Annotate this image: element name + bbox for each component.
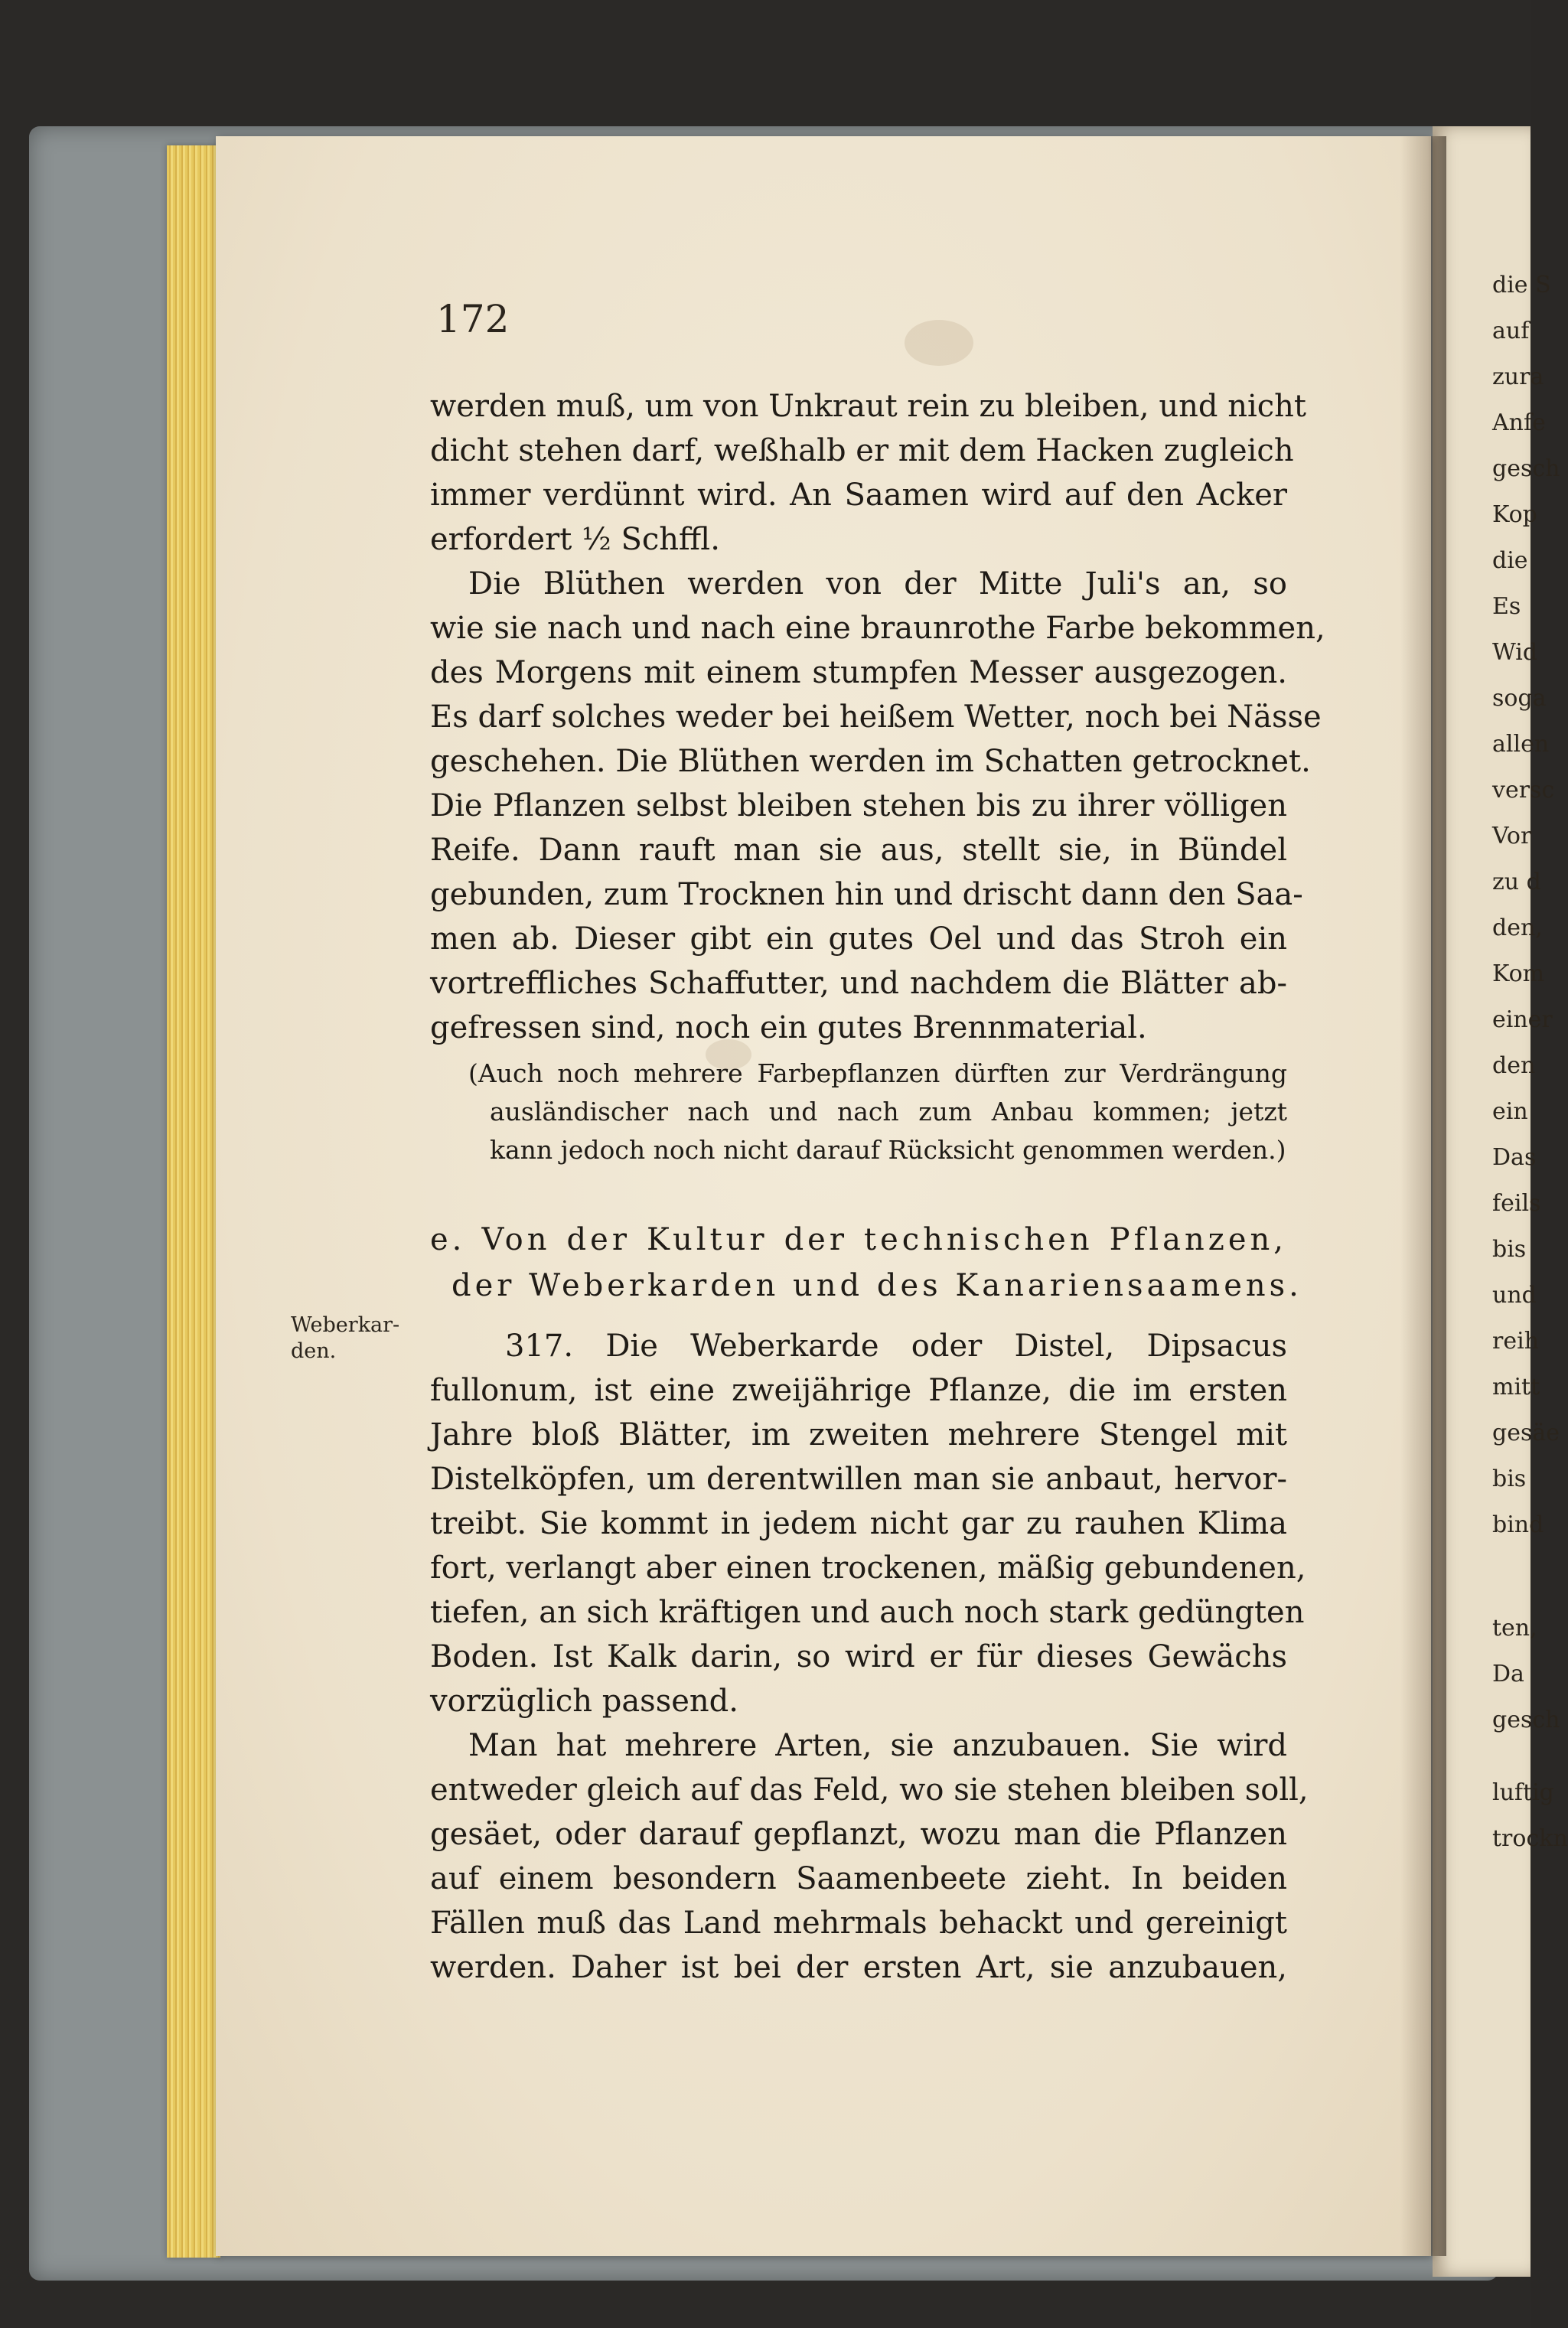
text-line: 317. Die Weberkarde oder Distel, Dipsacus [505,1329,1287,1364]
facing-page-fragment: Anfe [1492,409,1546,436]
facing-page-fragment: luftig [1492,1779,1554,1806]
text-line: Distelköpfen, um derentwillen man sie anbaut, hervor- [430,1462,1287,1497]
facing-page-fragment: Kom [1492,960,1545,987]
facing-page-fragment: reih [1492,1328,1540,1355]
text-line: werden muß, um von Unkraut rein zu bleiben, und nicht [430,389,1306,424]
text-line: erfordert ½ Schffl. [430,522,720,557]
facing-page-fragment: die S [1492,272,1551,298]
facing-page-fragment: die [1492,547,1528,574]
facing-page-fragment: ten, [1492,1615,1537,1642]
text-line: immer verdünnt wird. An Saamen wird auf den Acker [430,478,1287,513]
page-number: 172 [436,297,510,341]
facing-page-fragment: Das [1492,1144,1537,1171]
facing-page-fragment: gesäe [1492,1420,1560,1446]
facing-page-fragment: zura [1492,364,1544,390]
facing-page-fragment: gesch [1492,455,1560,482]
text-line: auf einem besondern Saamenbeete zieht. In beiden [430,1861,1287,1896]
text-line: tiefen, an sich kräftigen und auch noch stark gedüngten [430,1595,1305,1630]
text-line: fort, verlangt aber einen trockenen, mäßig gebundenen, [430,1550,1306,1586]
page-gutter-shadow [1400,136,1446,2256]
facing-page-fragment: bis [1492,1236,1527,1263]
facing-page-fragment: und [1492,1282,1537,1309]
text-line: des Morgens mit einem stumpfen Messer ausgezogen. [430,655,1287,690]
facing-page-fragment: gesch [1492,1707,1560,1733]
text-line: wie sie nach und nach eine braunrothe Farbe bekommen, [430,611,1325,646]
text-line: Die Blüthen werden von der Mitte Juli's an, so [468,566,1287,602]
text-line: geschehen. Die Blüthen werden im Schatten getrocknet. [430,744,1311,779]
facing-page-fragment: versc [1492,777,1555,804]
facing-page-fragment: Kop [1492,501,1537,528]
text-line: Fällen muß das Land mehrmals behackt und gereinigt [430,1906,1287,1941]
note-line: ausländischer nach und nach zum Anbau kommen; jetzt [490,1097,1287,1127]
text-line: Reife. Dann rauft man sie aus, stellt sie, in Bündel [430,833,1287,868]
facing-page-fragment: Vor [1492,823,1532,849]
text-line: werden. Daher ist bei der ersten Art, sie anzubauen, [430,1950,1287,1985]
facing-page-fragment: einer [1492,1006,1553,1033]
facing-page-fragment: Es [1492,593,1521,620]
facing-page-fragment: den [1492,1052,1536,1079]
facing-page-fragment: ein [1492,1098,1528,1125]
text-line: treibt. Sie kommt in jedem nicht gar zu rauhen Klima [430,1506,1287,1541]
text-line: vorzüglich passend. [430,1684,738,1719]
facing-page-edge [1433,126,1568,2277]
text-line: gesäet, oder darauf gepflanzt, wozu man die Pflanzen [430,1817,1287,1852]
facing-page-fragment: soga [1492,685,1547,712]
text-line: Man hat mehrere Arten, sie anzubauen. Sie wird [468,1728,1287,1763]
facing-page-fragment: Da [1492,1661,1524,1687]
gilded-page-edges [167,145,220,2258]
text-line: entweder gleich auf das Feld, wo sie stehen bleiben soll, [430,1772,1309,1808]
text-line: Die Pflanzen selbst bleiben stehen bis zu ihrer völligen [430,788,1287,823]
text-line: vortreffliches Schaffutter, und nachdem die Blätter ab- [430,966,1287,1001]
facing-page-fragment: mitt [1492,1374,1540,1400]
text-line: Boden. Ist Kalk darin, so wird er für dieses Gewächs [430,1639,1287,1674]
text-line: dicht stehen darf, weßhalb er mit dem Hacken zugleich [430,433,1294,468]
note-line: (Auch noch mehrere Farbepflanzen dürften zur Verdrängung [468,1058,1287,1088]
text-line: fullonum, ist eine zweijährige Pflanze, die im ersten [430,1373,1287,1408]
section-heading: der Weberkarden und des Kanariensaamens. [451,1268,1302,1303]
text-line: Es darf solches weder bei heißem Wetter, noch bei Nässe [430,699,1322,735]
text-line: men ab. Dieser gibt ein gutes Oel und das Stroh ein [430,921,1287,957]
facing-page-fragment: auf [1492,318,1530,344]
text-line: Jahre bloß Blätter, im zweiten mehrere Stengel mit [430,1417,1287,1453]
facing-page-fragment: zu d [1492,869,1541,895]
facing-page-fragment: den, [1492,915,1543,941]
paper-stain [905,320,973,366]
facing-page-fragment: Wid [1492,639,1538,666]
section-heading: e. Von der Kultur der technischen Pflanzen, [430,1222,1287,1257]
text-line: gefressen sind, noch ein gutes Brennmaterial. [430,1010,1147,1045]
facing-page-fragment: allen [1492,731,1550,758]
note-line: kann jedoch noch nicht darauf Rücksicht genommen werden.) [490,1135,1286,1165]
facing-page-fragment: bind [1492,1511,1544,1538]
facing-page-fragment: feils [1492,1190,1541,1217]
facing-page-fragment: trockn [1492,1825,1568,1852]
text-line: gebunden, zum Trocknen hin und drischt dann den Saa- [430,877,1303,912]
margin-note: Weberkar-den. [291,1313,400,1363]
facing-page-fragment: bis [1492,1466,1527,1492]
